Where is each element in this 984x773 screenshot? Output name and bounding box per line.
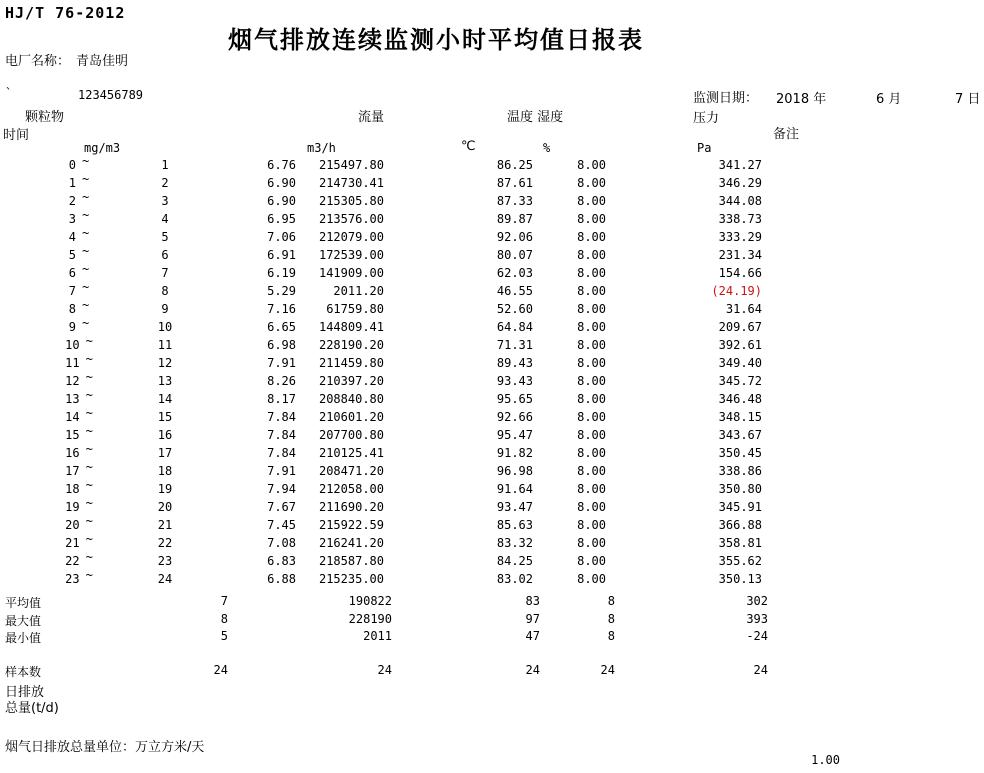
unit-humidity: % (543, 141, 551, 155)
table-row (0, 388, 984, 410)
pressure-value-cell: 345.91 (718, 500, 762, 514)
pm-value-cell: 7.91 (267, 356, 296, 370)
pressure-value-cell: 355.62 (718, 554, 762, 568)
hour-to-cell: 22 (157, 536, 173, 550)
pm-value-cell: 6.65 (267, 320, 296, 334)
flow-value-cell: 215922.59 (318, 518, 384, 532)
tilde-mark: ~ (85, 442, 93, 456)
hour-from-cell: 15 ~ (65, 424, 93, 442)
tilde-mark: ~ (85, 460, 93, 474)
table-row (0, 532, 984, 554)
hour-from-cell: 16 ~ (65, 442, 93, 460)
tilde-mark: ~ (85, 406, 93, 420)
flow-value-cell: 210397.20 (318, 374, 384, 388)
humidity-value-cell: 8.00 (577, 230, 606, 244)
humidity-value-cell: 8.00 (577, 464, 606, 478)
summary-flow-cell: 190822 (348, 594, 392, 608)
table-row (0, 172, 984, 194)
table-row (0, 352, 984, 374)
hour-to-cell: 14 (157, 392, 173, 406)
table-row (0, 514, 984, 536)
flow-value-cell: 218587.80 (318, 554, 384, 568)
temp-value-cell: 92.66 (496, 410, 533, 424)
humidity-value-cell: 8.00 (577, 284, 606, 298)
temp-value-cell: 93.47 (496, 500, 533, 514)
temp-value-cell: 91.64 (496, 482, 533, 496)
summary-humidity-cell: 8 (607, 611, 615, 626)
table-row (0, 424, 984, 446)
humidity-value-cell: 8.00 (577, 500, 606, 514)
tilde-mark: ~ (85, 352, 93, 366)
plant-name-label: 电厂名称： (5, 54, 71, 69)
hour-to-cell: 17 (157, 446, 173, 460)
summary-pm-cell: 5 (220, 629, 228, 643)
page-scale-value: 1.00 (811, 753, 840, 767)
summary-row-label: 平均值 (5, 596, 42, 610)
tilde-mark: ~ (82, 244, 90, 258)
summary-pressure-cell: 393 (746, 611, 768, 626)
column-header-pressure: 压力 (693, 111, 720, 126)
hour-from-cell: 1 ~ (68, 172, 90, 190)
summary-row-label: 最小值 (5, 631, 42, 645)
pressure-value-cell: 348.15 (718, 410, 762, 424)
pressure-value-cell: 338.73 (718, 212, 762, 226)
flow-value-cell: 215497.80 (318, 158, 384, 172)
flow-value-cell: 208471.20 (318, 464, 384, 478)
pressure-value-cell: 346.48 (718, 392, 762, 406)
table-row (0, 460, 984, 482)
tilde-mark: ~ (85, 424, 93, 438)
hour-from-cell: 12 ~ (65, 370, 93, 388)
flow-value-cell: 211459.80 (318, 356, 384, 370)
tilde-mark: ~ (85, 496, 93, 510)
humidity-value-cell: 8.00 (577, 302, 606, 316)
pressure-value-cell: 350.13 (718, 572, 762, 586)
hour-to-cell: 11 (157, 338, 173, 352)
table-row (0, 568, 984, 590)
pm-value-cell: 6.88 (267, 572, 296, 586)
pressure-value-cell: 338.86 (718, 464, 762, 478)
pressure-value-cell: 346.29 (718, 176, 762, 190)
tilde-mark: ~ (82, 190, 90, 204)
pressure-value-cell: 358.81 (718, 536, 762, 550)
hour-from-cell: 18 ~ (65, 478, 93, 496)
humidity-value-cell: 8.00 (577, 410, 606, 424)
column-header-flow: 流量 (358, 110, 385, 125)
temp-value-cell: 95.47 (496, 428, 533, 442)
hour-from-cell: 0 ~ (68, 154, 90, 172)
flow-value-cell: 210125.41 (318, 446, 384, 460)
humidity-value-cell: 8.00 (577, 572, 606, 586)
pressure-value-cell: 154.66 (718, 266, 762, 280)
daily-emission-label-line2: 总量(t/d) (5, 701, 59, 716)
hour-to-cell: 24 (157, 572, 173, 586)
pm-value-cell: 6.95 (267, 212, 296, 226)
humidity-value-cell: 8.00 (577, 446, 606, 460)
pm-value-cell: 6.91 (267, 248, 296, 262)
hour-to-cell: 7 (161, 266, 169, 280)
hour-to-cell: 19 (157, 482, 173, 496)
column-header-time: 时间 (3, 128, 30, 143)
footer-unit-note: 烟气日排放总量单位：万立方米/天 (5, 740, 205, 755)
table-row (0, 478, 984, 500)
tilde-mark: ~ (85, 568, 93, 582)
unit-pressure: Pa (697, 141, 712, 155)
pressure-value-cell: 344.08 (718, 194, 762, 208)
date-year: 2018 年 (776, 92, 827, 107)
flow-value-cell: 212079.00 (318, 230, 384, 244)
pressure-value-cell: 31.64 (725, 302, 762, 316)
hour-to-cell: 4 (161, 212, 169, 226)
humidity-value-cell: 8.00 (577, 338, 606, 352)
humidity-value-cell: 8.00 (577, 212, 606, 226)
pm-value-cell: 6.19 (267, 266, 296, 280)
table-row (0, 298, 984, 320)
summary-pressure-cell: -24 (746, 629, 768, 643)
tilde-mark: ~ (85, 532, 93, 546)
temp-value-cell: 95.65 (496, 392, 533, 406)
hour-to-cell: 21 (157, 518, 173, 532)
temp-value-cell: 46.55 (496, 284, 533, 298)
humidity-value-cell: 8.00 (577, 518, 606, 532)
table-row (0, 226, 984, 248)
temp-value-cell: 87.61 (496, 176, 533, 190)
summary-humidity-cell: 8 (607, 594, 615, 608)
plant-name-line (5, 50, 128, 69)
data-rows (0, 154, 984, 590)
hour-to-cell: 9 (161, 302, 169, 316)
hour-from-cell: 20 ~ (65, 514, 93, 532)
daily-emission-label-line1: 日排放 (5, 685, 45, 700)
humidity-value-cell: 8.00 (577, 482, 606, 496)
pm-value-cell: 7.84 (267, 410, 296, 424)
serial-number: 123456789 (78, 88, 144, 102)
tilde-mark: ~ (82, 154, 90, 168)
flow-value-cell: 207700.80 (318, 428, 384, 442)
sample-count-temp: 24 (525, 663, 540, 677)
pm-value-cell: 8.26 (267, 374, 296, 388)
summary-temp-cell: 97 (525, 611, 540, 626)
temp-value-cell: 93.43 (496, 374, 533, 388)
humidity-value-cell: 8.00 (577, 392, 606, 406)
temp-value-cell: 71.31 (496, 338, 533, 352)
temp-value-cell: 80.07 (496, 248, 533, 262)
table-row (0, 316, 984, 338)
summary-row (0, 594, 984, 612)
flow-value-cell: 212058.00 (318, 482, 384, 496)
humidity-value-cell: 8.00 (577, 356, 606, 370)
temp-value-cell: 85.63 (496, 518, 533, 532)
pressure-value-cell: 209.67 (718, 320, 762, 334)
summary-pressure-cell: 302 (746, 594, 768, 608)
pressure-value-cell: 350.80 (718, 482, 762, 496)
tilde-mark: ~ (82, 226, 90, 240)
hour-to-cell: 13 (157, 374, 173, 388)
flow-value-cell: 208840.80 (318, 392, 384, 406)
humidity-value-cell: 8.00 (577, 176, 606, 190)
temp-value-cell: 91.82 (496, 446, 533, 460)
hour-to-cell: 8 (161, 284, 169, 298)
flow-value-cell: 172539.00 (318, 248, 384, 262)
sample-count-pressure: 24 (753, 663, 768, 677)
flow-value-cell: 215235.00 (318, 572, 384, 586)
temp-value-cell: 52.60 (496, 302, 533, 316)
summary-row (0, 612, 984, 630)
table-row (0, 550, 984, 572)
pm-value-cell: 7.67 (267, 500, 296, 514)
date-label: 监测日期： (693, 91, 759, 106)
pm-value-cell: 6.90 (267, 176, 296, 190)
sample-count-label: 样本数 (5, 665, 42, 679)
tilde-mark: ~ (85, 334, 93, 348)
tilde-mark: ~ (85, 514, 93, 528)
pressure-value-cell: 350.45 (718, 446, 762, 460)
pm-value-cell: 7.91 (267, 464, 296, 478)
date-day: 7 日 (955, 92, 981, 107)
unit-pm: mg/m3 (84, 141, 121, 155)
pressure-value-cell: 392.61 (718, 338, 762, 352)
temp-value-cell: 83.32 (496, 536, 533, 550)
summary-row (0, 629, 984, 647)
temp-value-cell: 64.84 (496, 320, 533, 334)
hour-to-cell: 16 (157, 428, 173, 442)
summary-humidity-cell: 8 (607, 629, 615, 643)
tilde-mark: ~ (85, 370, 93, 384)
humidity-value-cell: 8.00 (577, 554, 606, 568)
column-header-pm: 颗粒物 (25, 110, 65, 125)
hour-from-cell: 8 ~ (68, 298, 90, 316)
flow-value-cell: 213576.00 (318, 212, 384, 226)
plant-name-value: 青岛佳明 (76, 54, 129, 69)
humidity-value-cell: 8.00 (577, 374, 606, 388)
table-row (0, 442, 984, 464)
pm-value-cell: 7.84 (267, 446, 296, 460)
unit-temp: ℃ (461, 139, 476, 154)
tilde-mark: ~ (82, 280, 90, 294)
hour-from-cell: 23 ~ (65, 568, 93, 586)
pm-value-cell: 8.17 (267, 392, 296, 406)
pm-value-cell: 7.16 (267, 302, 296, 316)
tilde-mark: ~ (82, 262, 90, 276)
pressure-value-cell: (24.19) (711, 284, 762, 298)
pm-value-cell: 7.45 (267, 518, 296, 532)
sample-count-pm: 24 (213, 663, 228, 677)
hour-from-cell: 3 ~ (68, 208, 90, 226)
hour-to-cell: 6 (161, 248, 169, 262)
tilde-mark: ~ (85, 478, 93, 492)
hour-from-cell: 7 ~ (68, 280, 90, 298)
column-header-remark: 备注 (773, 127, 800, 142)
temp-value-cell: 89.43 (496, 356, 533, 370)
tilde-mark: ~ (85, 388, 93, 402)
temp-value-cell: 92.06 (496, 230, 533, 244)
hour-from-cell: 2 ~ (68, 190, 90, 208)
temp-value-cell: 96.98 (496, 464, 533, 478)
summary-row-label: 最大值 (5, 613, 42, 628)
humidity-value-cell: 8.00 (577, 194, 606, 208)
flow-value-cell: 144809.41 (318, 320, 384, 334)
hour-to-cell: 1 (161, 158, 169, 172)
table-row (0, 406, 984, 428)
hour-from-cell: 11 ~ (65, 352, 93, 370)
date-month: 6 月 (876, 92, 902, 107)
humidity-value-cell: 8.00 (577, 320, 606, 334)
column-header-temp-humidity: 温度 湿度 (507, 110, 564, 125)
summary-flow-cell: 2011 (363, 629, 392, 643)
hour-from-cell: 22 ~ (65, 550, 93, 568)
tilde-mark: ~ (82, 316, 90, 330)
hour-from-cell: 4 ~ (68, 226, 90, 244)
flow-value-cell: 210601.20 (318, 410, 384, 424)
pressure-value-cell: 349.40 (718, 356, 762, 370)
table-row (0, 208, 984, 230)
hour-to-cell: 23 (157, 554, 173, 568)
temp-value-cell: 89.87 (496, 212, 533, 226)
table-row (0, 244, 984, 266)
hour-from-cell: 17 ~ (65, 460, 93, 478)
temp-value-cell: 86.25 (496, 158, 533, 172)
standard-number: HJ/T 76-2012 (5, 4, 126, 22)
pressure-value-cell: 366.88 (718, 518, 762, 532)
summary-temp-cell: 83 (525, 594, 540, 608)
tick-mark: ` (5, 86, 13, 100)
humidity-value-cell: 8.00 (577, 428, 606, 442)
pm-value-cell: 6.76 (267, 158, 296, 172)
table-row (0, 334, 984, 356)
temp-value-cell: 87.33 (496, 194, 533, 208)
table-row (0, 154, 984, 176)
summary-rows (0, 594, 984, 647)
table-row (0, 496, 984, 518)
pm-value-cell: 6.90 (267, 194, 296, 208)
humidity-value-cell: 8.00 (577, 248, 606, 262)
hour-from-cell: 6 ~ (68, 262, 90, 280)
temp-value-cell: 84.25 (496, 554, 533, 568)
temp-value-cell: 62.03 (496, 266, 533, 280)
humidity-value-cell: 8.00 (577, 536, 606, 550)
sample-count-flow: 24 (377, 663, 392, 677)
pm-value-cell: 7.94 (267, 482, 296, 496)
table-row (0, 280, 984, 302)
hour-from-cell: 21 ~ (65, 532, 93, 550)
tilde-mark: ~ (82, 172, 90, 186)
summary-flow-cell: 228190 (348, 611, 392, 626)
flow-value-cell: 228190.20 (318, 338, 384, 352)
hour-from-cell: 19 ~ (65, 496, 93, 514)
pm-value-cell: 7.06 (267, 230, 296, 244)
table-row (0, 370, 984, 392)
flow-value-cell: 216241.20 (318, 536, 384, 550)
summary-temp-cell: 47 (525, 629, 540, 643)
flow-value-cell: 215305.80 (318, 194, 384, 208)
pm-value-cell: 7.84 (267, 428, 296, 442)
hour-from-cell: 9 ~ (68, 316, 90, 334)
pressure-value-cell: 231.34 (718, 248, 762, 262)
flow-value-cell: 211690.20 (318, 500, 384, 514)
table-row (0, 190, 984, 212)
pm-value-cell: 7.08 (267, 536, 296, 550)
hour-from-cell: 5 ~ (68, 244, 90, 262)
pm-value-cell: 6.83 (267, 554, 296, 568)
flow-value-cell: 61759.80 (326, 302, 384, 316)
flow-value-cell: 2011.20 (333, 284, 384, 298)
summary-pm-cell: 8 (220, 611, 228, 626)
hour-to-cell: 18 (157, 464, 173, 478)
tilde-mark: ~ (82, 208, 90, 222)
report-title: 烟气排放连续监测小时平均值日报表 (228, 26, 644, 54)
pm-value-cell: 5.29 (267, 284, 296, 298)
hour-from-cell: 14 ~ (65, 406, 93, 424)
hour-to-cell: 3 (161, 194, 169, 208)
pressure-value-cell: 341.27 (718, 158, 762, 172)
table-row (0, 262, 984, 284)
humidity-value-cell: 8.00 (577, 158, 606, 172)
hour-to-cell: 5 (161, 230, 169, 244)
summary-pm-cell: 7 (220, 594, 228, 608)
temp-value-cell: 83.02 (496, 572, 533, 586)
tilde-mark: ~ (85, 550, 93, 564)
sample-count-row (0, 663, 984, 681)
hour-to-cell: 15 (157, 410, 173, 424)
pressure-value-cell: 345.72 (718, 374, 762, 388)
pressure-value-cell: 343.67 (718, 428, 762, 442)
sample-count-humidity: 24 (600, 663, 615, 677)
hour-to-cell: 2 (161, 176, 169, 190)
flow-value-cell: 141909.00 (318, 266, 384, 280)
hour-from-cell: 10 ~ (65, 334, 93, 352)
flow-value-cell: 214730.41 (318, 176, 384, 190)
pressure-value-cell: 333.29 (718, 230, 762, 244)
hour-to-cell: 10 (157, 320, 173, 334)
tilde-mark: ~ (82, 298, 90, 312)
hour-to-cell: 20 (157, 500, 173, 514)
hour-to-cell: 12 (157, 356, 173, 370)
unit-flow: m3/h (307, 141, 336, 155)
humidity-value-cell: 8.00 (577, 266, 606, 280)
hour-from-cell: 13 ~ (65, 388, 93, 406)
pm-value-cell: 6.98 (267, 338, 296, 352)
